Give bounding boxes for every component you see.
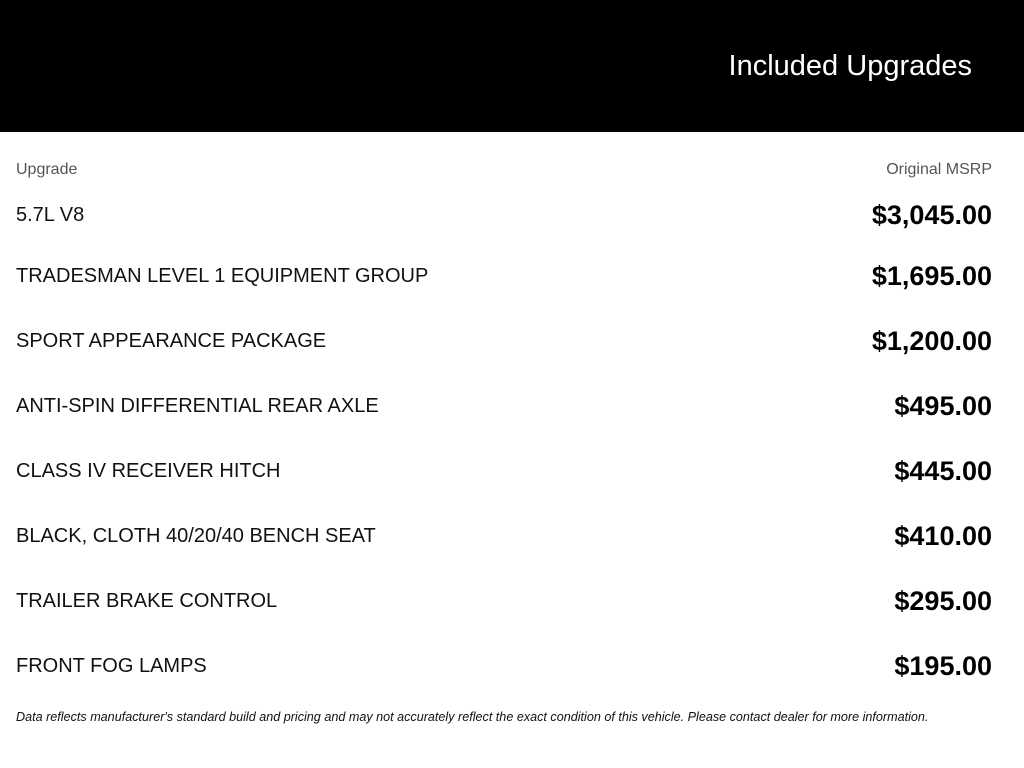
column-header-original-msrp: Original MSRP xyxy=(886,161,992,178)
upgrade-name: ANTI-SPIN DIFFERENTIAL REAR AXLE xyxy=(16,395,379,417)
upgrade-name: FRONT FOG LAMPS xyxy=(16,655,207,677)
table-row xyxy=(16,504,992,569)
upgrade-name: CLASS IV RECEIVER HITCH xyxy=(16,460,281,482)
upgrade-price: $1,695.00 xyxy=(871,261,992,291)
upgrade-price: $410.00 xyxy=(894,521,992,551)
upgrade-price: $445.00 xyxy=(894,456,992,486)
upgrade-name: BLACK, CLOTH 40/20/40 BENCH SEAT xyxy=(16,525,376,547)
upgrade-list xyxy=(16,186,992,699)
disclaimer-text: Data reflects manufacturer's standard build and pricing and may not accurately reflect the exact condition of this vehicle. Please contact dealer for more information. xyxy=(16,710,929,724)
table-row xyxy=(16,634,992,699)
table-row xyxy=(16,309,992,374)
upgrades-table xyxy=(16,152,992,699)
upgrade-price: $495.00 xyxy=(894,391,992,421)
table-row xyxy=(16,569,992,634)
table-row xyxy=(16,186,992,244)
upgrade-price: $1,200.00 xyxy=(871,326,992,356)
upgrade-price: $295.00 xyxy=(894,586,992,616)
upgrade-price: $3,045.00 xyxy=(871,199,992,230)
header-banner xyxy=(0,0,1024,132)
upgrade-name: SPORT APPEARANCE PACKAGE xyxy=(16,330,327,352)
column-header-upgrade: Upgrade xyxy=(16,161,78,178)
upgrade-name: 5.7L V8 xyxy=(16,203,85,226)
table-row xyxy=(16,439,992,504)
page-title: Included Upgrades xyxy=(728,50,972,82)
table-row xyxy=(16,244,992,309)
table-row xyxy=(16,374,992,439)
upgrade-name: TRAILER BRAKE CONTROL xyxy=(16,590,278,612)
table-header-row xyxy=(16,152,992,188)
upgrade-name: TRADESMAN LEVEL 1 EQUIPMENT GROUP xyxy=(16,265,429,287)
upgrade-price: $195.00 xyxy=(894,651,992,681)
